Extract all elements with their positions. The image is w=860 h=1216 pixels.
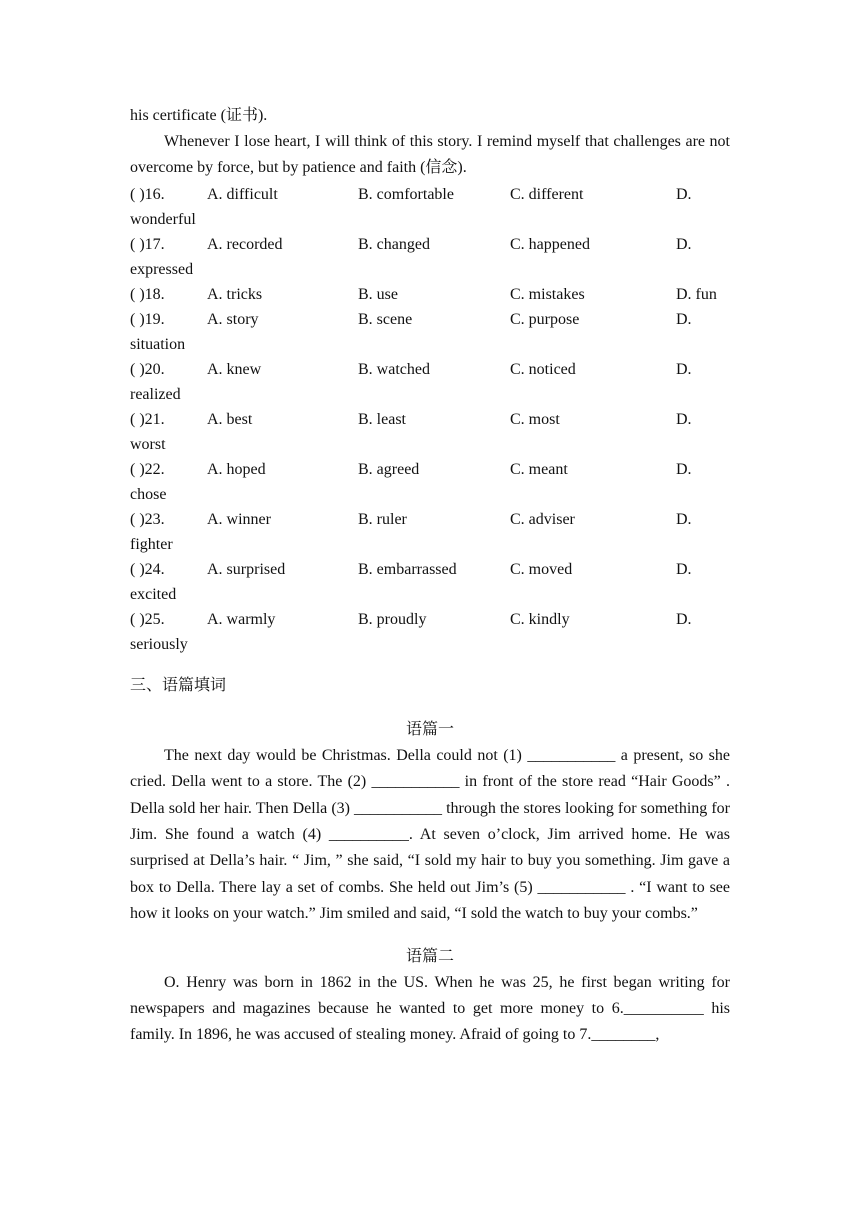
question-option-d-continued: wonderful [130,210,196,228]
question-number: ( )22. [130,460,165,478]
question-option-c: C. different [510,185,584,203]
passage-1 [130,743,730,928]
question-option-d: D. [676,610,692,628]
question-option-a: A. difficult [207,185,278,203]
question-option-d: D. [676,410,692,428]
question-row [130,407,730,432]
question-row [130,307,730,332]
question-option-a: A. tricks [207,285,263,303]
question-option-a: A. winner [207,510,271,528]
question-option-b: B. scene [358,310,413,328]
question-option-a: A. best [207,410,253,428]
question-row [130,557,730,582]
question-row [130,357,730,382]
question-option-a: A. surprised [207,560,286,578]
question-option-c: C. adviser [510,510,575,528]
question-number: ( )23. [130,510,165,528]
question-row [130,232,730,257]
question-option-a: A. recorded [207,235,283,253]
question-number: ( )25. [130,610,165,628]
question-number: ( )24. [130,560,165,578]
passage-2-text: O. Henry was born in 1862 in the US. When he was 25, he first began writing for newspapers and magazines because he wanted to get more money to 6.__________ his family. In 1896, he was accused of stealing money. Afraid of going to 7.________, [130,973,730,1044]
question-option-b: B. comfortable [358,185,454,203]
question-option-c: C. mistakes [510,285,585,303]
question-row [130,282,730,307]
document-page [130,103,730,1049]
question-option-d: D. [676,310,692,328]
question-option-d: D. [676,235,692,253]
question-option-d: D. [676,510,692,528]
question-number: ( )17. [130,235,165,253]
question-option-b: B. agreed [358,460,420,478]
question-option-a: A. hoped [207,460,266,478]
question-option-c: C. moved [510,560,573,578]
passage-1-text: The next day would be Christmas. Della could not (1) ___________ a present, so she cried. Della went to a store. The (2) ___________ in front of the store read “Hair Goods” . Della sold her hair. Then Della (3) ___________ through the stores looking for something for Jim. She found a watch (4) __________. At seven o’clock, Jim arrived home. He was surprised at Della’s hair. “ Jim, ” she said, “I sold my hair to buy you something. Jim gave a box to Della. There lay a set of combs. She held out Jim’s (5) ___________ . “I want to see how it looks on your watch.” Jim smiled and said, “I sold the watch to buy your combs.” [130,746,730,923]
question-option-c: C. noticed [510,360,576,378]
question-option-b: B. use [358,285,398,303]
question-option-c: C. meant [510,460,568,478]
question-option-b: B. changed [358,235,430,253]
question-option-d-continued: expressed [130,260,194,278]
question-option-c: C. purpose [510,310,580,328]
section-heading: 三、语篇填词 [130,676,227,694]
question-option-b: B. ruler [358,510,407,528]
question-number: ( )16. [130,185,165,203]
question-option-d: D. [676,560,692,578]
question-option-d: D. [676,185,692,203]
question-option-d-continued: situation [130,335,186,353]
intro-paragraph-text: Whenever I lose heart, I will think of this story. I remind myself that challenges are not overcome by force, but by patience and faith (信念). [130,133,730,177]
question-option-d-continued: realized [130,385,181,403]
passage-2-title: 语篇二 [405,947,454,965]
question-option-b: B. embarrassed [358,560,457,578]
intro-line: his certificate (证书). [130,107,268,124]
question-option-d: D. [676,460,692,478]
question-option-a: A. story [207,310,259,328]
passage-2 [130,970,730,1049]
intro-paragraph [130,129,730,182]
question-number: ( )18. [130,285,165,303]
question-option-a: A. knew [207,360,262,378]
question-number: ( )19. [130,310,165,328]
question-option-b: B. proudly [358,610,427,628]
question-option-d-continued: excited [130,585,177,603]
question-option-d-continued: chose [130,485,167,503]
question-list [130,182,730,657]
question-option-d: D. fun [676,285,717,303]
passage-1-title: 语篇一 [405,720,454,738]
question-row [130,607,730,632]
question-option-c: C. most [510,410,560,428]
question-row [130,457,730,482]
question-number: ( )21. [130,410,165,428]
question-number: ( )20. [130,360,165,378]
question-option-d-continued: worst [130,435,166,453]
question-option-a: A. warmly [207,610,276,628]
question-option-c: C. kindly [510,610,570,628]
question-option-b: B. watched [358,360,430,378]
question-row [130,507,730,532]
question-option-b: B. least [358,410,406,428]
question-option-d-continued: fighter [130,535,173,553]
question-option-c: C. happened [510,235,590,253]
question-option-d: D. [676,360,692,378]
question-option-d-continued: seriously [130,635,188,653]
question-row [130,182,730,207]
